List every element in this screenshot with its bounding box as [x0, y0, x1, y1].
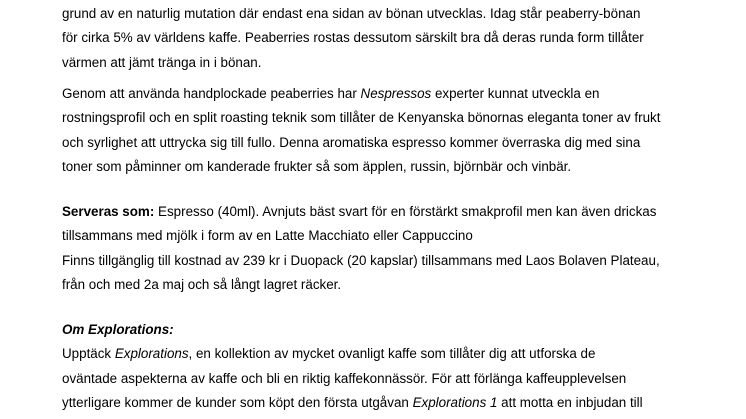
text-line: för cirka 5% av världens kaffe. Peaberries rostas dessutom särskilt bra då deras runda form tillåter	[62, 30, 644, 46]
explorations-heading: Om Explorations:	[62, 322, 174, 337]
text-segment: , en kollektion av mycket ovanligt kaffe som tillåter dig att utforska de	[188, 346, 596, 362]
paragraph-explorations	[62, 318, 742, 416]
text-segment: Espresso (40ml). Avnjuts bäst svart för en förstärkt smakprofil men kan även drickas	[154, 204, 657, 219]
paragraph-serving	[62, 200, 742, 298]
text-line	[62, 82, 742, 106]
text-segment: att motta en inbjudan till	[497, 395, 643, 411]
text-line	[62, 342, 742, 366]
text-segment: experter kunnat utveckla en	[431, 86, 600, 101]
text-line: från och med 2a maj och så långt lagret räcker.	[62, 277, 342, 293]
paragraph-roasting	[62, 82, 742, 180]
text-line: oväntade aspekterna av kaffe och bli en riktig kaffekonnässör. För att förlänga kaffeupplevelsen	[62, 370, 627, 386]
serving-label: Serveras som:	[62, 204, 155, 219]
text-line	[62, 391, 742, 415]
text-line: och syrlighet att uttrycka sig till fullo. Denna aromatiska espresso kommer överraska dig med sina	[62, 134, 641, 150]
text-line: grund av en naturlig mutation där endast ena sidan av bönan utvecklas. Idag står peaberry-bönan	[62, 6, 641, 21]
text-line: Finns tillgänglig till kostnad av 239 kr i Duopack (20 kapslar) tillsammans med Laos Bolaven Plateau,	[62, 252, 660, 268]
edition-name-italic: Explorations 1	[412, 395, 498, 411]
brand-name-italic: Nespressos	[360, 86, 432, 101]
text-line: toner som påminner om kanderade frukter så som äpplen, russin, björnbär och vinbär.	[62, 159, 572, 175]
paragraph-peaberry-intro	[62, 2, 742, 75]
text-segment: Upptäck	[62, 346, 115, 362]
collection-name-italic: Explorations	[114, 346, 189, 362]
text-line: tillsammans med mjölk i form av en Latte Macchiato eller Cappuccino	[62, 228, 473, 244]
text-line: värmen att jämt tränga in i bönan.	[62, 54, 262, 70]
text-segment: Genom att använda handplockade peaberries har	[62, 86, 361, 101]
text-line	[62, 200, 742, 224]
text-segment: ytterligare kommer de kunder som köpt den första utgåvan	[62, 395, 413, 411]
text-line: rostningsprofil och en split roasting teknik som tillåter de Kenyanska bönornas eleganta toner av frukt	[62, 110, 661, 126]
section-heading	[62, 318, 742, 342]
